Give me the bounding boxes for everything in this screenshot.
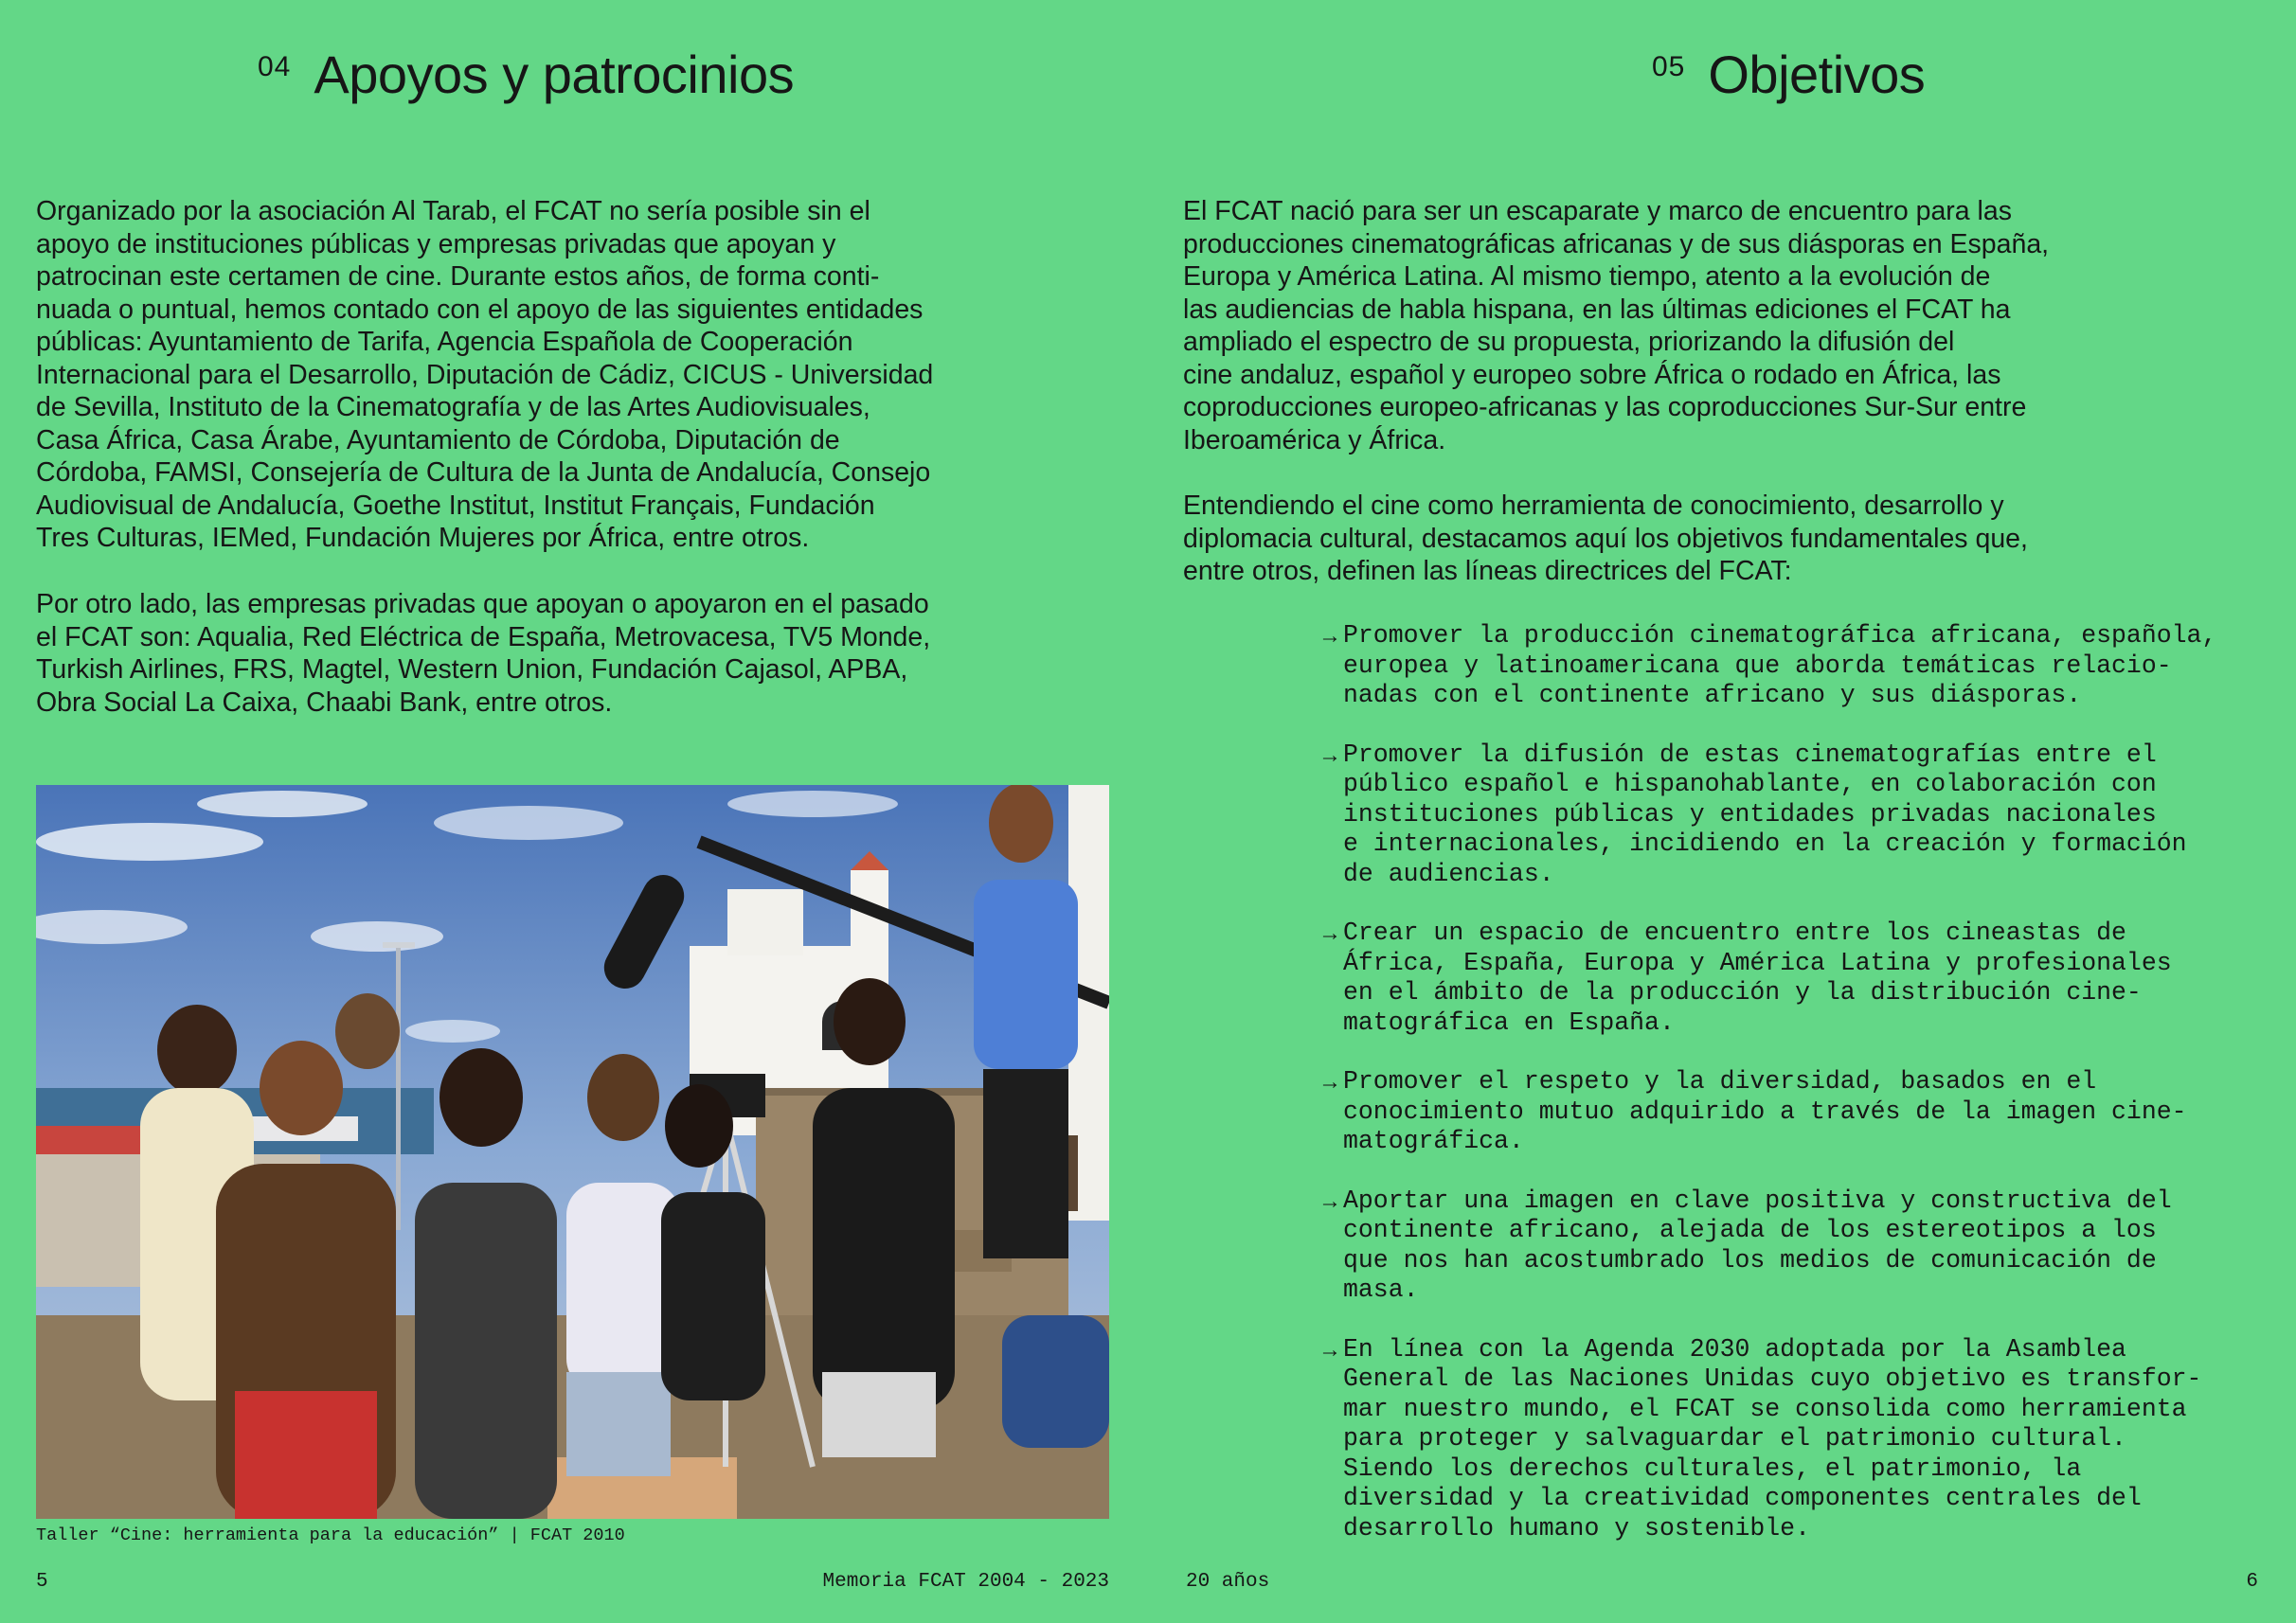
arrow-right-icon: → — [1318, 741, 1341, 768]
list-item — [1318, 1335, 2285, 1544]
objective-text: Promover la difusión de estas cinematografías entre el público español e hispanohablante, en colaboración con instituciones públicas y entidades privadas nacionales e internacionales, incidiendo en la creación y formación de audiencias. — [1343, 740, 2187, 888]
objective-text: Aportar una imagen en clave positiva y constructiva del continente africano, alejada de los estereotipos a los que nos han acostumbrado los medios de comunicación de masa. — [1343, 1186, 2172, 1304]
objective-text: Promover el respeto y la diversidad, basados en el conocimiento mutuo adquirido a través de la imagen cine- matográfica. — [1343, 1067, 2187, 1155]
objective-text: Promover la producción cinematográfica africana, española, europea y latinoamericana que aborda temáticas relacio- nadas con el continente africano y sus diásporas. — [1343, 621, 2217, 709]
section-heading — [1652, 42, 1925, 108]
arrow-right-icon: → — [1318, 623, 1341, 649]
intro-paragraph: Organizado por la asociación Al Tarab, el FCAT no sería posible sin el apoyo de instituciones públicas y empresas privadas que apoyan y patrocinan este certamen de cine. Durante estos años, de forma conti- nuada o puntual, hemos contado con el apoyo de las siguientes entidades públicas: Ayuntamiento de Tarifa, Agencia Española de Cooperación Internacional para el Desarrollo, Diputación de Cádiz, CICUS - Universidad de Sevilla, Instituto de la Cinematografía y de las Artes Audiovisuales, Casa África, Casa Árabe, Ayuntamiento de Córdoba, Diputación de Córdoba, FAMSI, Consejería de Cultura de la Junta de Andalucía, Consejo Audiovisual de Andalucía, Goethe Institut, Institut Français, Fundación Tres Culturas, IEMed, Fundación Mujeres por África, entre otros. — [36, 196, 934, 553]
section-title: Objetivos — [1708, 45, 1926, 104]
photo-caption: Taller “Cine: herramienta para la educación” | FCAT 2010 — [36, 1525, 625, 1545]
section-heading — [258, 42, 794, 108]
list-item — [1318, 919, 2285, 1038]
footer-title: 20 años — [1186, 1571, 1270, 1593]
section-number: 04 — [258, 51, 292, 82]
list-item — [1318, 1067, 2285, 1157]
private-sponsors-paragraph: Por otro lado, las empresas privadas que apoyan o apoyaron en el pasado el FCAT son: Aqualia, Red Eléctrica de España, Metrovacesa, TV5 Monde, Turkish Airlines, FRS, Magtel, Western Union, Fundación Cajasol, APBA, Obra Social La Caixa, Chaabi Bank, entre otros. — [36, 589, 931, 718]
right-page — [1148, 0, 2296, 1623]
section-title: Apoyos y patrocinios — [314, 45, 795, 104]
arrow-right-icon: → — [1318, 920, 1341, 946]
workshop-photo-illustration — [36, 785, 1109, 1519]
list-item — [1318, 1186, 2285, 1306]
list-item — [1318, 621, 2285, 711]
objective-text: En línea con la Agenda 2030 adoptada por la Asamblea General de las Naciones Unidas cuyo objetivo es transfor- mar nuestro mundo, el FCAT se consolida como herramienta para proteger y salvaguardar el patrimonio cultural. Siendo los derechos culturales, el patrimonio, la diversidad y la creatividad componentes centrales del desarrollo humano y sostenible. — [1343, 1334, 2202, 1543]
intro-paragraph: El FCAT nació para ser un escaparate y marco de encuentro para las producciones cinematográficas africanas y de sus diásporas en España, Europa y América Latina. Al mismo tiempo, atento a la evolución de las audiencias de habla hispana, en las últimas ediciones el FCAT ha ampliado el espectro de su propuesta, priorizando la difusión del cine andaluz, español y europeo sobre África o rodado en África, las coproducciones europeo-africanas y las coproducciones Sur-Sur entre Iberoamérica y África. — [1183, 196, 2050, 455]
workshop-photo — [36, 785, 1109, 1519]
objective-text: Crear un espacio de encuentro entre los cineastas de África, España, Europa y América Latina y profesionales en el ámbito de la producción y la distribución cine- matográfica en España. — [1343, 919, 2172, 1037]
arrow-right-icon: → — [1318, 1336, 1341, 1363]
objectives-list — [1318, 621, 2285, 1573]
footer-title: Memoria FCAT 2004 - 2023 — [822, 1571, 1109, 1593]
list-item — [1318, 740, 2285, 890]
page-number: 6 — [2246, 1571, 2258, 1593]
objectives-intro-paragraph: Entendiendo el cine como herramienta de conocimiento, desarrollo y diplomacia cultural, destacamos aquí los objetivos fundamentales que, entre otros, definen las líneas directrices del FCAT: — [1183, 490, 2028, 586]
arrow-right-icon: → — [1318, 1187, 1341, 1214]
arrow-right-icon: → — [1318, 1069, 1341, 1095]
page-number: 5 — [36, 1571, 48, 1593]
section-number: 05 — [1652, 51, 1686, 82]
